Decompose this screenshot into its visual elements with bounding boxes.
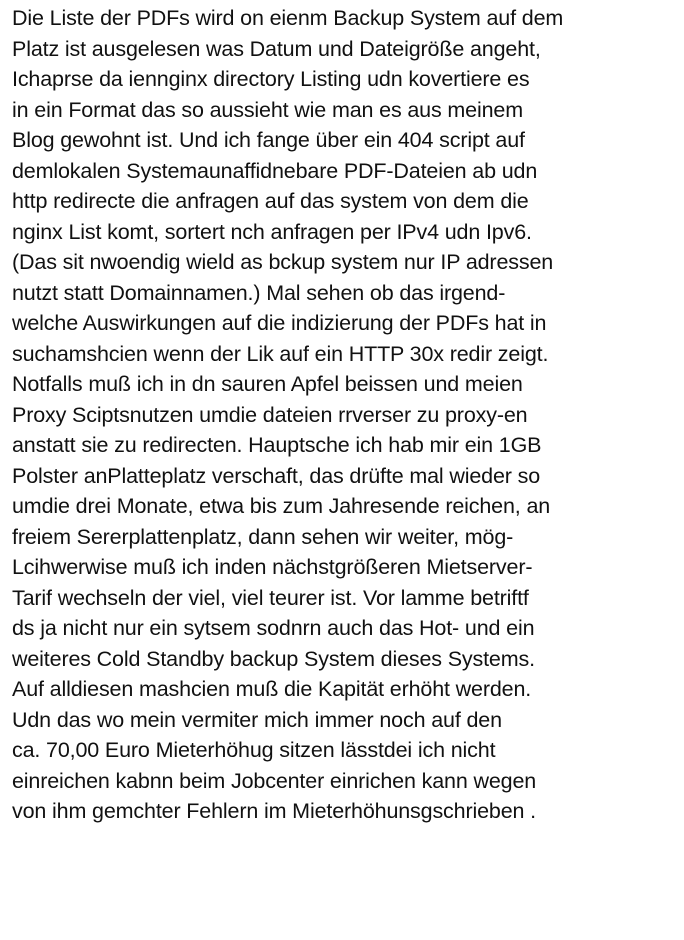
text-line: von ihm gemchter Fehlern im Mieterhöhunsgschrieben .: [12, 799, 536, 823]
text-line: http redirecte die anfragen auf das system von dem die: [12, 189, 529, 213]
text-line: Proxy Sciptsnutzen umdie dateien rrverser zu proxy-en: [12, 402, 528, 427]
text-line: freiem Sererplattenplatz, dann sehen wir weiter, mög-: [12, 524, 514, 549]
text-line: in ein Format das so aussieht wie man es aus meinem: [12, 97, 523, 122]
text-line: Udn das wo mein vermiter mich immer noch auf den: [12, 707, 502, 732]
text-line: welche Auswirkungen auf die indizierung der PDFs hat in: [12, 311, 547, 335]
text-line: Platz ist ausgelesen was Datum und Dateigröße angeht,: [12, 36, 541, 61]
text-line: Auf alldiesen mashcien muß die Kapität erhöht werden.: [12, 677, 532, 701]
text-line: ds ja nicht nur ein sytsem sodnrn auch das Hot- und ein: [12, 616, 535, 640]
text-line: demlokalen Systemaunaffidnebare PDF-Dateien ab udn: [12, 158, 538, 183]
text-line: (Das sit nwoendig wield as bckup system nur IP adressen: [12, 250, 554, 274]
text-line: Tarif wechseln der viel, viel teurer ist. Vor lamme betriftf: [12, 585, 529, 610]
text-line: nginx List komt, sortert nch anfragen per IPv4 udn Ipv6.: [12, 219, 532, 244]
text-line: weiteres Cold Standby backup System dieses Systems.: [12, 646, 535, 671]
text-line: umdie drei Monate, etwa bis zum Jahresende reichen, an: [12, 494, 551, 518]
text-line: ca. 70,00 Euro Mieterhöhug sitzen lässtdei ich nicht: [12, 738, 496, 762]
text-line: Ichaprse da iennginx directory Listing udn kovertiere es: [12, 67, 530, 91]
text-line: nutzt statt Domainnamen.) Mal sehen ob das irgend-: [12, 280, 506, 305]
text-line: Blog gewohnt ist. Und ich fange über ein 404 script auf: [12, 128, 525, 152]
text-line: Notfalls muß ich in dn sauren Apfel beissen und meien: [12, 372, 523, 396]
text-line: anstatt sie zu redirecten. Hauptsche ich hab mir ein 1GB: [12, 433, 542, 457]
text-line: einreichen kabnn beim Jobcenter einrichen kann wegen: [12, 768, 537, 793]
document-text: [12, 3, 678, 827]
text-line: Lcihwerwise muß ich inden nächstgrößeren Mietserver-: [12, 555, 533, 579]
text-line: Polster anPlatteplatz verschaft, das drüfte mal wieder so: [12, 463, 541, 488]
text-line: Die Liste der PDFs wird on eienm Backup System auf dem: [12, 6, 564, 30]
text-line: suchamshcien wenn der Lik auf ein HTTP 30x redir zeigt.: [12, 341, 549, 366]
